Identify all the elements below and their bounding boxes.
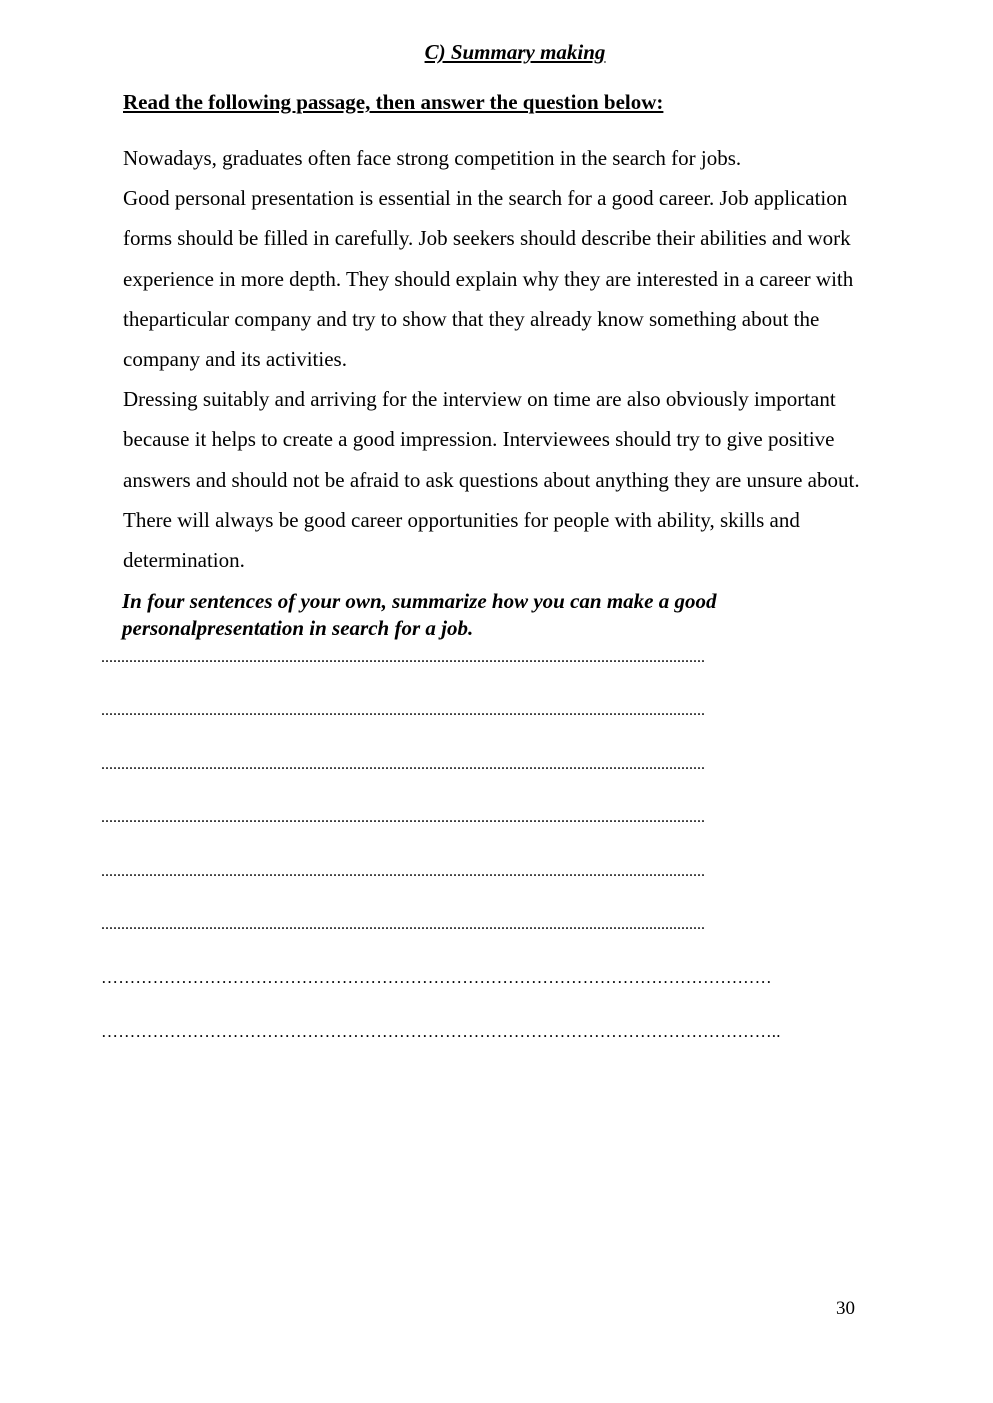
answer-line[interactable]: ....................................................................................................................................................... bbox=[101, 755, 705, 773]
answer-line[interactable]: ....................................................................................................................................................... bbox=[101, 702, 705, 720]
passage-line: determination. bbox=[123, 548, 245, 573]
answer-line[interactable]: ....................................................................................................................................................... bbox=[101, 649, 705, 666]
passage-line: experience in more depth. They should explain why they are interested in a career with bbox=[123, 266, 854, 291]
passage-line: There will always be good career opportunities for people with ability, skills and bbox=[123, 507, 800, 532]
passage-line: because it helps to create a good impression. Interviewees should try to give positive bbox=[123, 427, 835, 452]
passage-line: Nowadays, graduates often face strong competition in the search for jobs. bbox=[123, 146, 742, 170]
answer-line[interactable]: ……………………………………………………………………………………………………….. bbox=[101, 1021, 781, 1041]
passage-line: company and its activities. bbox=[123, 347, 347, 372]
question-line: In four sentences of your own, summarize how you can make a good bbox=[122, 589, 717, 613]
answer-line[interactable]: ……………………………………………………………………………………………………… bbox=[101, 968, 772, 988]
answer-line[interactable]: ....................................................................................................................................................... bbox=[101, 809, 705, 827]
answer-area[interactable] bbox=[101, 643, 956, 1070]
passage-line: forms should be filled in carefully. Job seekers should describe their abilities and work bbox=[123, 226, 851, 251]
passage-line: Good personal presentation is essential in the search for a good career. Job application bbox=[123, 186, 848, 211]
passage-line: answers and should not be afraid to ask questions about anything they are unsure about. bbox=[123, 467, 860, 492]
reading-passage bbox=[123, 138, 953, 580]
instruction-heading: Read the following passage, then answer the question below: bbox=[123, 90, 664, 114]
page-number: 30 bbox=[836, 1298, 855, 1319]
passage-line: Dressing suitably and arriving for the interview on time are also obviously important bbox=[123, 387, 836, 412]
answer-line[interactable]: ....................................................................................................................................................... bbox=[101, 915, 705, 933]
summary-question bbox=[122, 588, 902, 642]
answer-line[interactable]: ....................................................................................................................................................... bbox=[101, 862, 705, 880]
passage-line: theparticular company and try to show that they already know something about the bbox=[123, 306, 820, 331]
question-line: personalpresentation in search for a job. bbox=[122, 616, 474, 640]
section-title: C) Summary making bbox=[424, 40, 606, 64]
